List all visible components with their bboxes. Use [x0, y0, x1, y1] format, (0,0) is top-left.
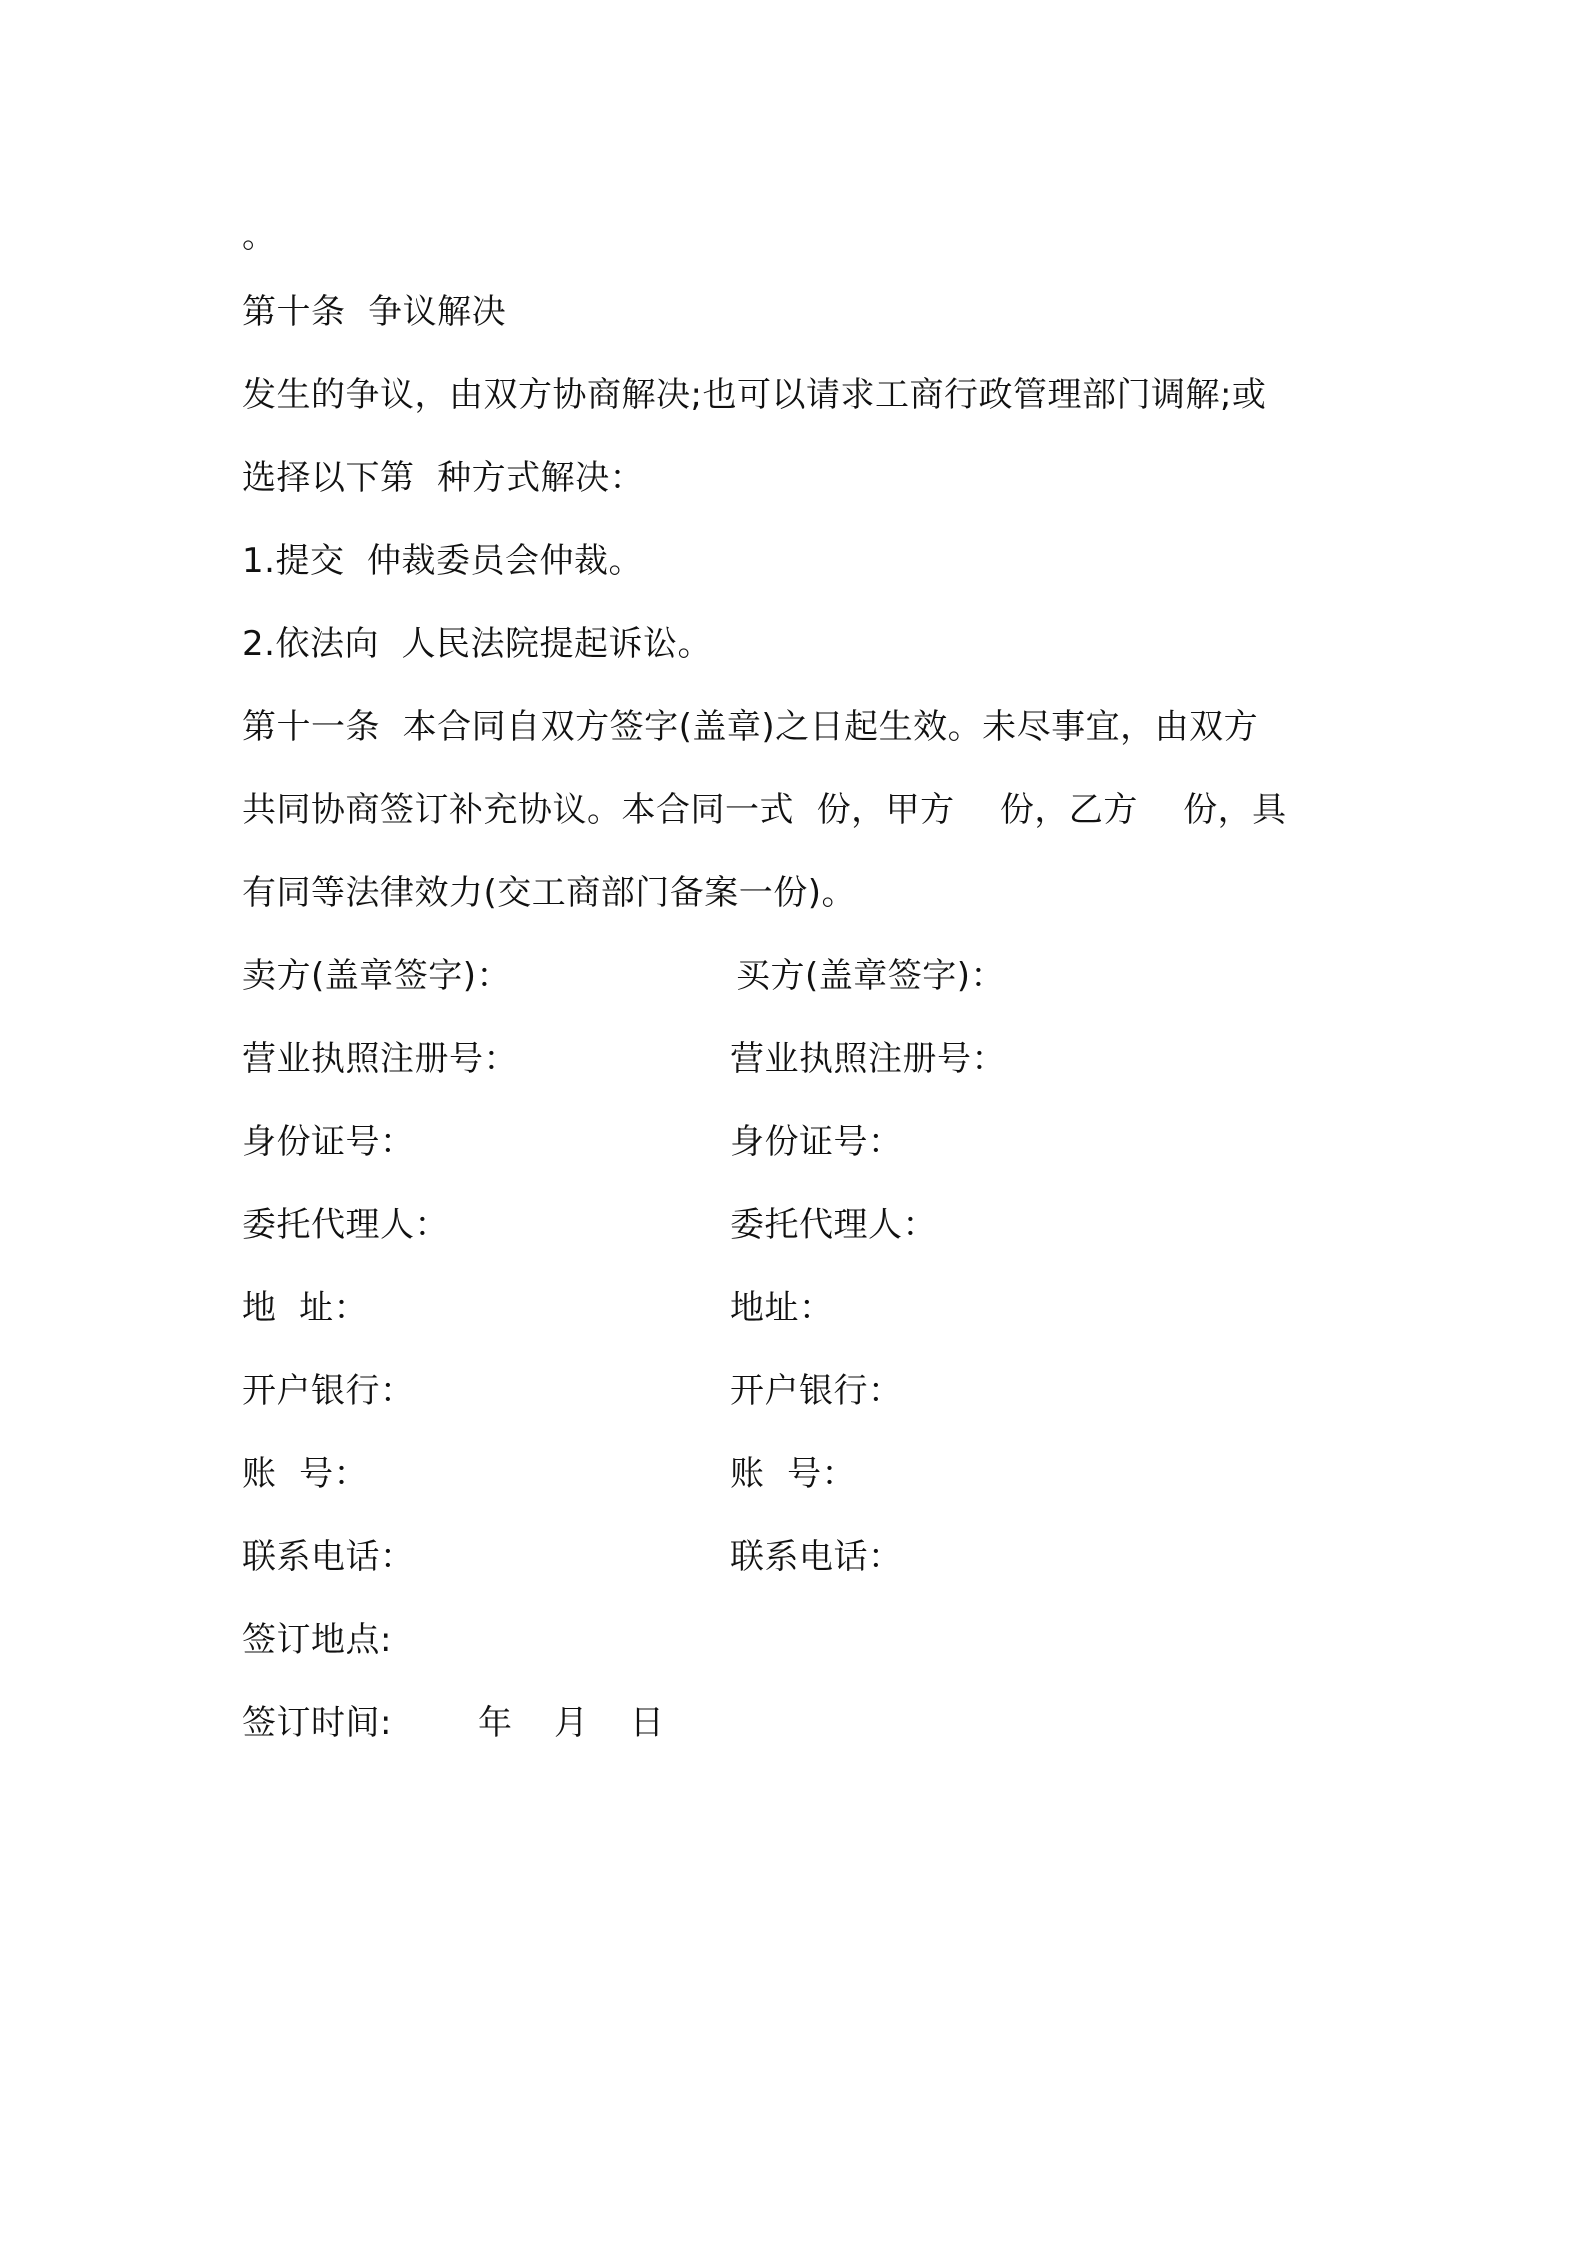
sign-day-label: 日 [630, 1703, 664, 1743]
sign-place-label: 签订地点: [242, 1620, 392, 1660]
leading-period: 。 [242, 216, 277, 256]
buyer-agent-label: 委托代理人： [730, 1205, 937, 1245]
sign-time-label: 签订时间: [242, 1703, 392, 1743]
sign-month-label: 月 [554, 1703, 588, 1743]
article-11-text-line-1: 第十一条 本合同自双方签字(盖章)之日起生效。未尽事宜，由双方 [242, 707, 1259, 747]
seller-id-label: 身份证号： [242, 1122, 415, 1162]
seller-bank-label: 开户银行： [242, 1371, 415, 1411]
buyer-account-label: 账 号： [730, 1454, 857, 1494]
seller-stamp-label: 卖方(盖章签字)： [242, 956, 512, 996]
article-11-text-line-3: 有同等法律效力(交工商部门备案一份)。 [242, 873, 857, 913]
seller-license-label: 营业执照注册号： [242, 1039, 518, 1079]
seller-phone-label: 联系电话： [242, 1537, 415, 1577]
buyer-stamp-label: 买方(盖章签字)： [736, 956, 1006, 996]
buyer-bank-label: 开户银行： [730, 1371, 903, 1411]
seller-address-label: 地 址： [242, 1288, 369, 1328]
buyer-address-label: 地址： [730, 1288, 834, 1328]
dispute-option-2: 2.依法向 人民法院提起诉讼。 [242, 624, 713, 664]
buyer-id-label: 身份证号： [730, 1122, 903, 1162]
article-10-heading: 第十条 争议解决 [242, 292, 507, 332]
article-10-text-line-1: 发生的争议，由双方协商解决;也可以请求工商行政管理部门调解;或 [242, 375, 1267, 415]
article-10-text-line-2: 选择以下第 种方式解决： [242, 458, 645, 498]
buyer-phone-label: 联系电话： [730, 1537, 903, 1577]
dispute-option-1: 1.提交 仲裁委员会仲裁。 [242, 541, 644, 581]
article-11-text-line-2: 共同协商签订补充协议。本合同一式 份，甲方 份，乙方 份，具 [242, 790, 1287, 830]
buyer-license-label: 营业执照注册号： [730, 1039, 1006, 1079]
seller-agent-label: 委托代理人： [242, 1205, 449, 1245]
seller-account-label: 账 号： [242, 1454, 369, 1494]
sign-year-label: 年 [478, 1703, 512, 1743]
